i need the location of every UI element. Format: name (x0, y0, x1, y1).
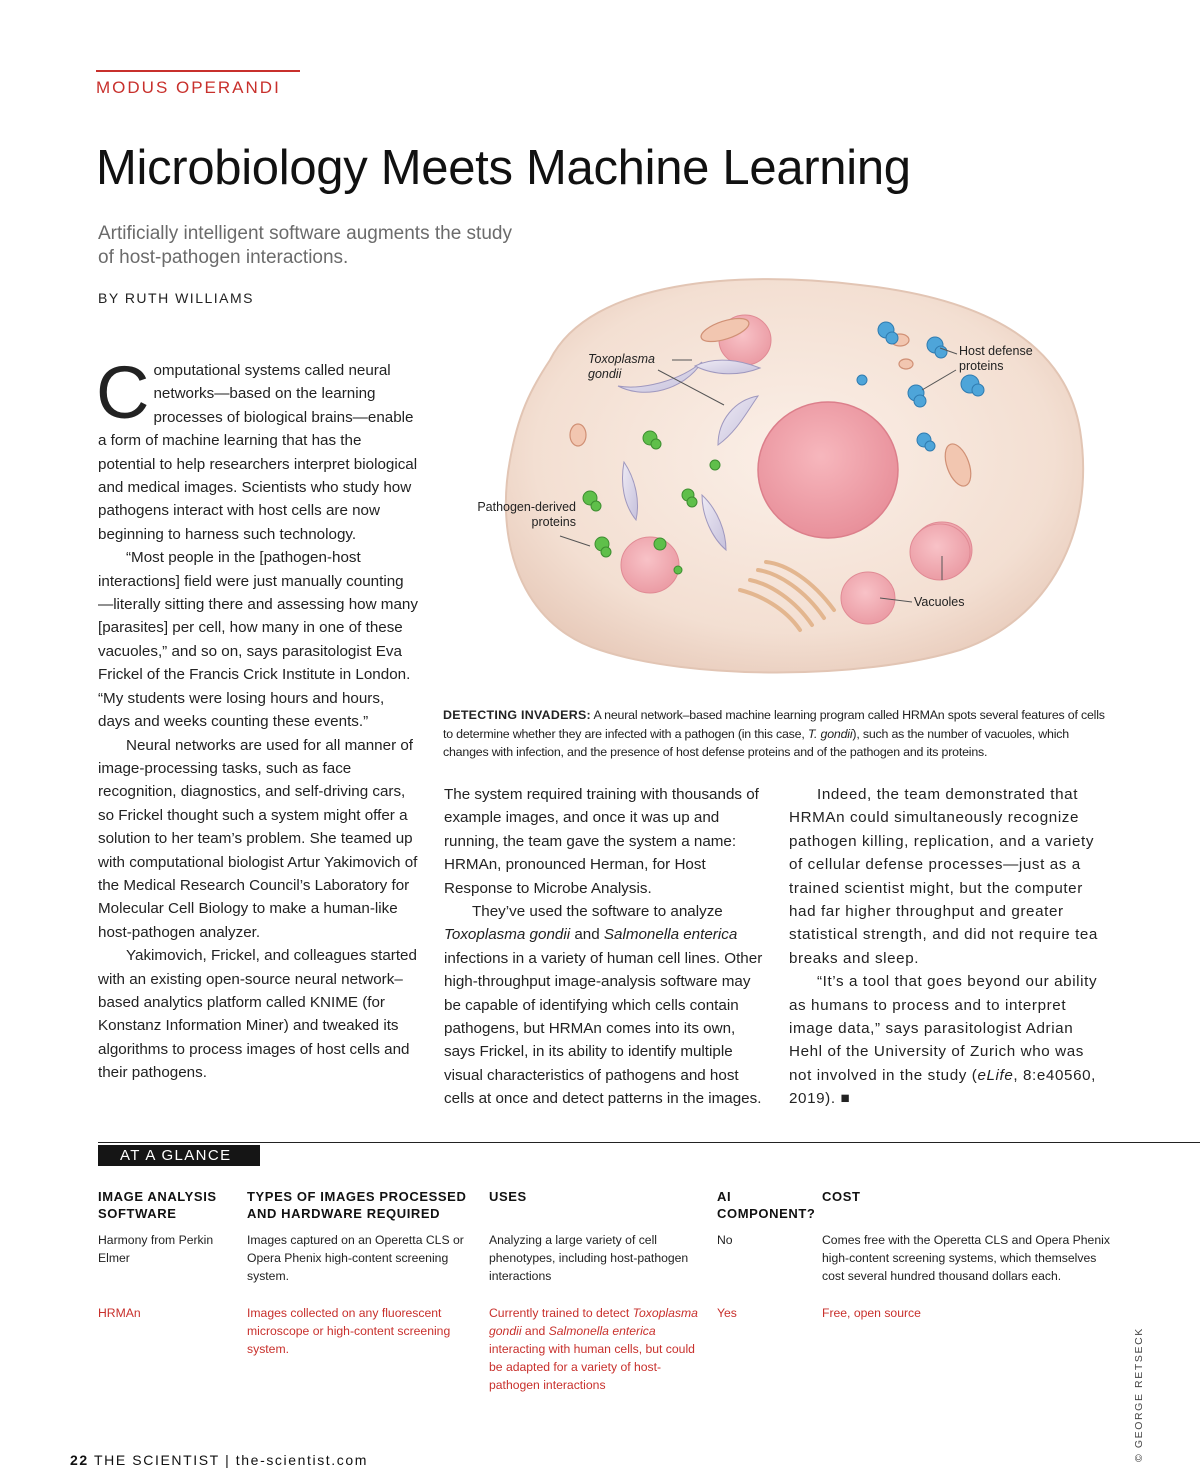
label-line: Toxoplasma (588, 352, 655, 366)
label-line: proteins (531, 515, 576, 529)
label-host-defense (959, 344, 1033, 374)
headline: Microbiology Meets Machine Learning (96, 141, 911, 195)
col-header-ai: AI COMPONENT? (717, 1189, 816, 1221)
row2-software: HRMAn (98, 1306, 141, 1320)
text: They’ve used the software to analyze (472, 903, 723, 921)
vacuole (910, 524, 970, 580)
text: interacting with human cells, but could be adapted for a variety of host-pathogen interactions (489, 1342, 695, 1392)
credit-text: © GEORGE RETSECK (1133, 1327, 1145, 1462)
paragraph: Yakimovich, Frickel, and colleagues started with an existing open-source neural network–based analytics platform called KNIME (for Konstanz Information Miner) and tweaked its algorithms to process images of host cells and their pathogens. (98, 947, 417, 1082)
paragraph: Indeed, the team demonstrated that HRMAn could simultaneously recognize pathogen killing, replication, and a variety of cellular defense processes—just as a trained scientist might, but the computer had far higher throughput and greater statistical strength, and did not require tea breaks and sleep. (789, 786, 1098, 967)
paragraph: Neural networks are used for all manner of image-processing tasks, such as face recognition, diagnostics, and self-driving cars, so Frickel thought such a system might offer a solution to her team’s problem. She teamed up with computational biologist Artur Yakimovich of the Medical Research Council’s Laboratory for Molecular Cell Biology to make a human-like host-pathogen analyzer. (98, 736, 418, 941)
page-folio (70, 1452, 368, 1468)
row1-cost: Comes free with the Operetta CLS and Opera Phenix high-content screening systems, which themselves cost several hundred thousand dollars each. (822, 1233, 1110, 1283)
row1-uses: Analyzing a large variety of cell phenotypes, including host-pathogen interactions (489, 1233, 689, 1283)
page-number: 22 (70, 1452, 89, 1468)
figure-caption (443, 706, 1111, 762)
vacuole (621, 537, 679, 593)
end-mark: ■ (840, 1090, 851, 1108)
label-line: proteins (959, 359, 1004, 373)
species-name: Toxoplasma gondii (444, 926, 571, 944)
paragraph: The system required training with thousands of example images, and once it was up and running, the team gave the system a name: HRMAn, pronounced Herman, for Host Response to Microbe Analysis. (444, 786, 759, 897)
glance-rule (98, 1142, 1200, 1143)
col-header-uses: USES (489, 1189, 527, 1204)
deck-line-2: of host-pathogen interactions. (98, 247, 349, 268)
caption-label: DETECTING INVADERS: (443, 708, 591, 722)
species-name: Salmonella enterica (603, 926, 738, 944)
species-name: Toxoplasma gondii (489, 1306, 698, 1338)
row2-uses (489, 1304, 711, 1394)
cell-diagram (440, 240, 1116, 700)
paragraph-text: omputational systems called neural networks—based on the learning processes of biological brains—enable a form of machine learning that has the potential to help researchers interpret biological and medical images. Scientists who study how pathogens interact with host cells are now beginning to harness such technology. (98, 362, 418, 543)
article-column-1 (96, 351, 418, 1085)
journal-name: eLife (977, 1066, 1014, 1084)
article-column-3 (789, 783, 1111, 1111)
paragraph (96, 351, 418, 546)
deck-line-1: Artificially intelligent software augments the study (98, 223, 512, 244)
byline: BY RUTH WILLIAMS (98, 290, 254, 306)
drop-cap: C (96, 351, 150, 434)
website: the-scientist.com (230, 1452, 369, 1468)
col-header-cost: COST (822, 1189, 861, 1204)
text: and (570, 926, 604, 944)
col-header-software: IMAGE ANALYSIS SOFTWARE (98, 1189, 217, 1221)
section-tag: MODUS OPERANDI (96, 70, 300, 98)
row1-software: Harmony from Perkin Elmer (98, 1233, 214, 1265)
text: infections in a variety of human cell lines. Other high-throughput image-analysis software may be capable of identifying which cells contain pathogens, but HRMAn comes into its own, says Frickel, in its ability to identify multiple visual characteristics of pathogens and host cells at once and detect patterns in the images. (444, 949, 763, 1108)
folio-separator: | (225, 1452, 231, 1468)
text: “It’s a tool that goes beyond our ability as humans to process and to interpret image data,” says parasitologist Adrian Hehl of the University of Zurich who was not involved in the study ( (789, 973, 1098, 1084)
at-a-glance-tag: AT A GLANCE (98, 1145, 260, 1166)
magazine-name: THE SCIENTIST (88, 1452, 226, 1468)
photo-credit (1133, 1327, 1153, 1482)
row2-cost: Free, open source (822, 1306, 921, 1320)
paragraph: “Most people in the [pathogen-host interactions] field were just manually counting—literally sitting there and assessing how many [parasites] per cell, how many in one of these vacuoles,” and so on, says parasitologist Eva Frickel of the Francis Crick Institute in London. “My students were losing hours and hours, days and weeks counting these events.” (98, 549, 418, 731)
cell-illustration (440, 240, 1116, 700)
row2-types: Images collected on any fluorescent microscope or high-content screening system. (247, 1306, 451, 1356)
caption-italic: T. gondii (807, 726, 853, 741)
label-pathogen-proteins (473, 500, 576, 530)
text: and (521, 1324, 549, 1338)
caption-text: ), such as the number of vacuoles, which changes with infection, and the presence of host defense proteins and of the pathogen and its proteins. (443, 726, 1069, 759)
species-name: Salmonella enterica (548, 1324, 656, 1338)
row2-ai: Yes (717, 1306, 737, 1320)
text: , 8:e40560, 2019). (789, 1066, 1096, 1108)
paragraph (789, 970, 1111, 1110)
label-line: gondii (588, 367, 622, 381)
paragraph (444, 900, 764, 1111)
caption-text: A neural network–based machine learning program called HRMAn spots several features of cells to determine whether they are infected with a pathogen (in this case, (443, 708, 1105, 741)
nucleus (758, 402, 898, 538)
label-line: Pathogen-derived (477, 500, 576, 514)
text: Currently trained to detect (489, 1306, 633, 1320)
label-vacuoles: Vacuoles (914, 595, 965, 609)
row1-types: Images captured on an Operetta CLS or Opera Phenix high-content screening system. (247, 1233, 464, 1283)
article-column-2 (444, 783, 764, 1111)
vacuole (841, 572, 895, 624)
col-header-types: TYPES OF IMAGES PROCESSED AND HARDWARE REQUIRED (247, 1189, 467, 1221)
label-line: Host defense (959, 344, 1033, 358)
row1-ai: No (717, 1233, 733, 1247)
label-toxoplasma (588, 352, 655, 382)
